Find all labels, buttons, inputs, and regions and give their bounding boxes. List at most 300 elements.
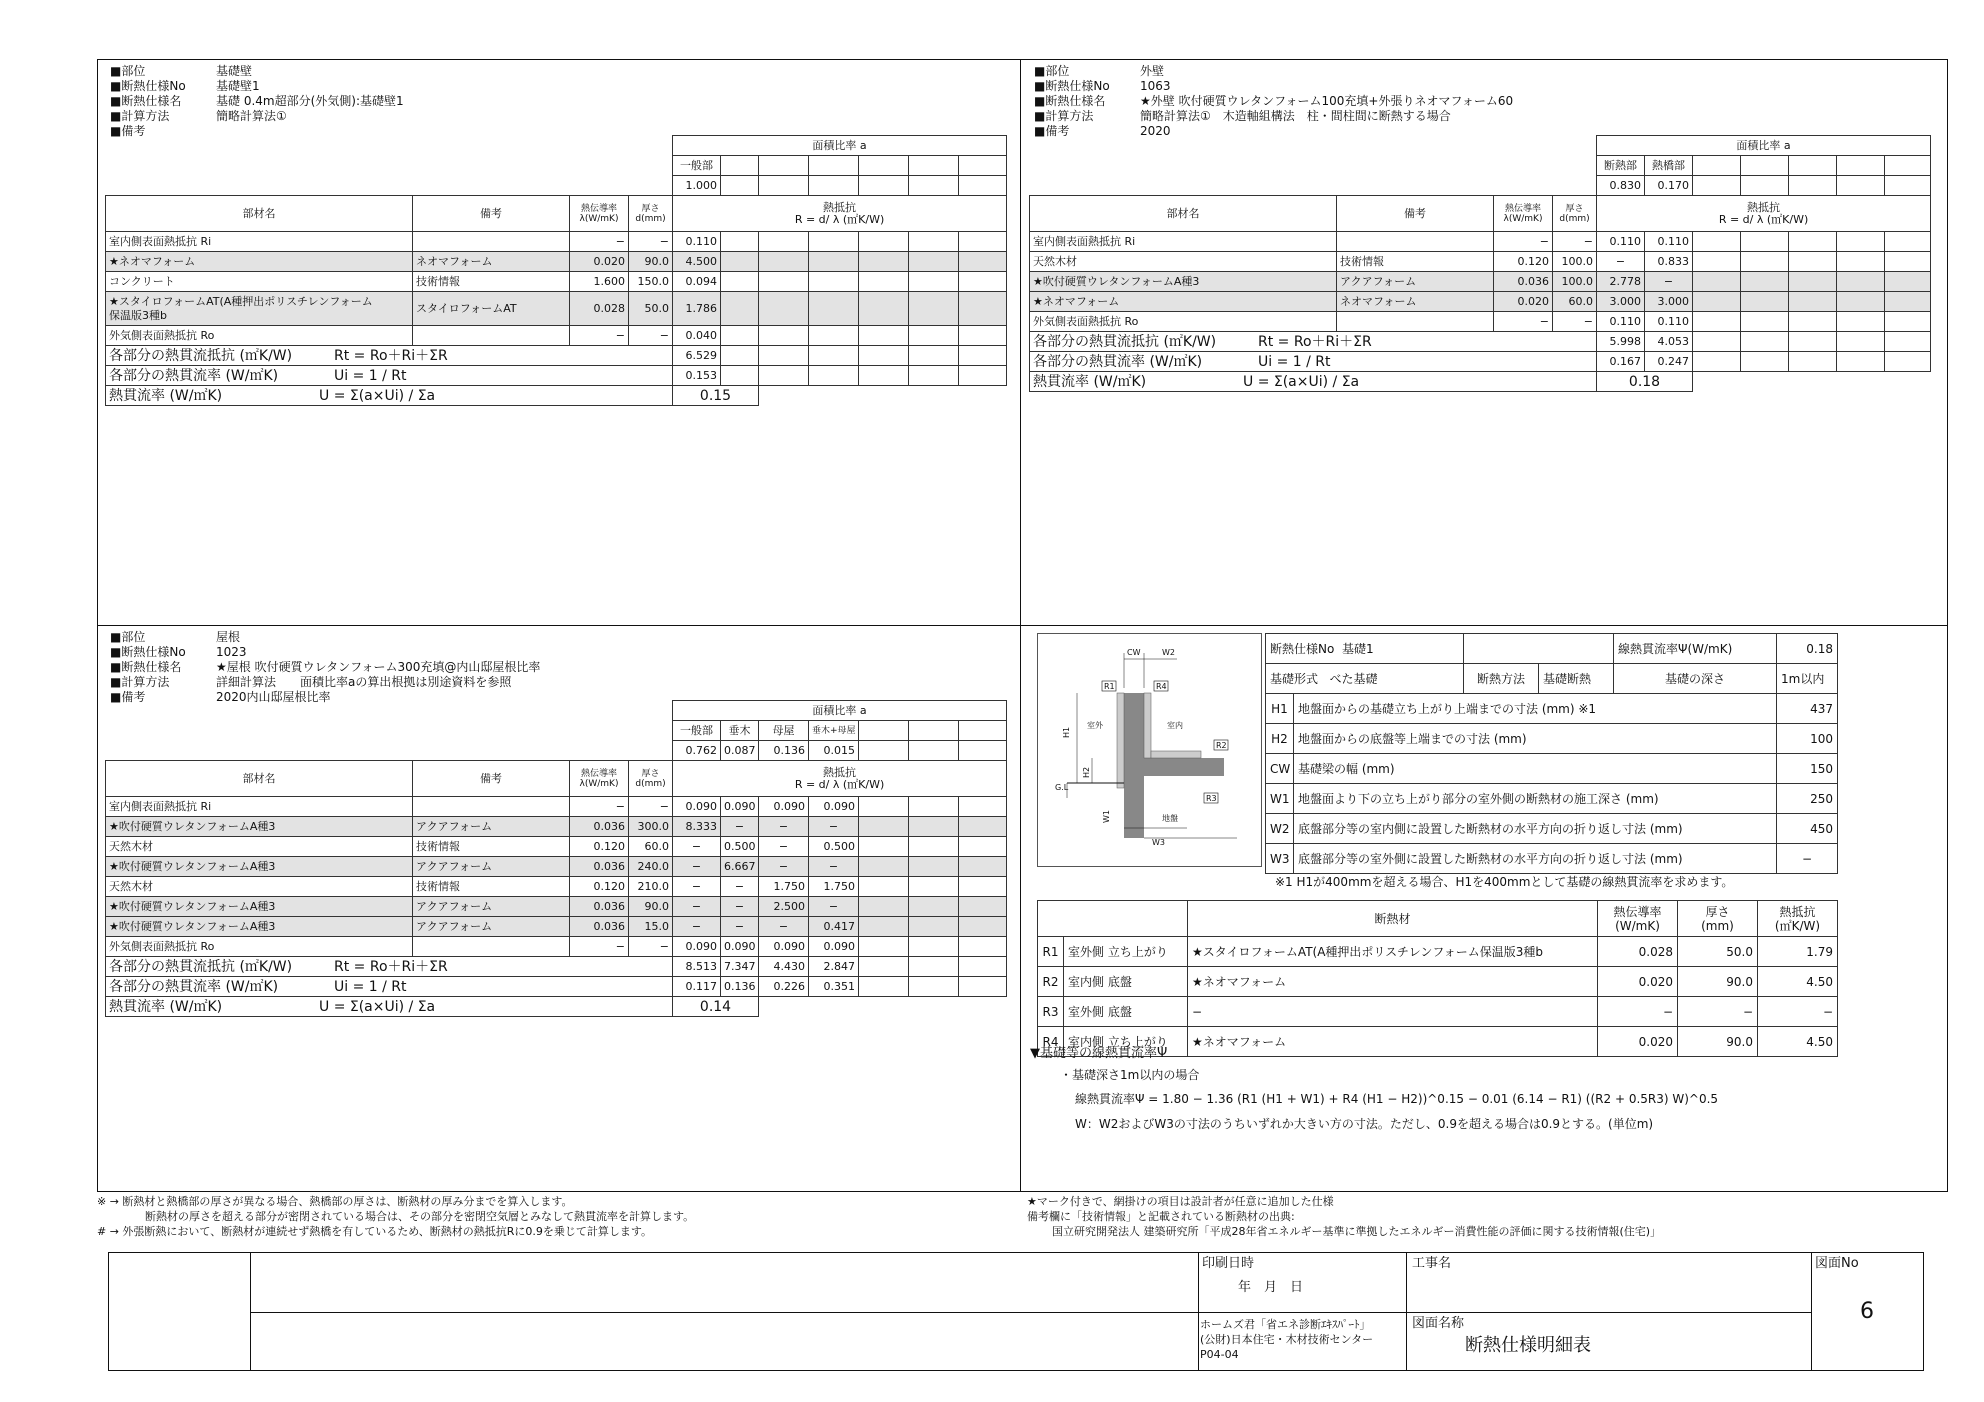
tr-row2-r0: 2.778	[1597, 272, 1645, 292]
bl-col-r2: R = d/ λ (㎡K/W)	[794, 777, 885, 791]
bl-rt-3: 2.847	[809, 957, 859, 977]
r4-insulation	[1144, 693, 1151, 758]
diagram-label-r4: R4	[1156, 682, 1167, 691]
diagram-label-w3: W3	[1152, 838, 1165, 847]
bl-row1-name: ★吹付硬質ウレタンフォームA種3	[106, 817, 413, 837]
bl-row3-note: アクアフォーム	[413, 857, 570, 877]
bl-row2-lambda: 0.120	[570, 837, 629, 857]
tr-ratio-value-0: 0.830	[1597, 176, 1645, 196]
tl-row4-note	[413, 326, 570, 346]
diagram-label-w2: W2	[1162, 648, 1175, 657]
tr-h0-v: 外壁	[1140, 64, 1165, 78]
horizontal-divider	[97, 625, 1948, 626]
dim1-key: H2	[1266, 724, 1294, 754]
bl-ratio-label-3: 垂木+母屋	[809, 721, 859, 741]
ins-col-d1: 厚さ	[1705, 904, 1730, 919]
bl-u-formula: U = Σ(a×Ui) / Σa	[319, 998, 436, 1015]
bl-row7-r1: 0.090	[721, 937, 759, 957]
dim1-label: 地盤面からの底盤等上端までの寸法 (mm)	[1294, 724, 1777, 754]
tr-row4-r1: 0.110	[1645, 312, 1693, 332]
tr-row4-note	[1337, 312, 1494, 332]
diagram-label-ground: 地盤	[1162, 814, 1178, 823]
ins2-lambda: −	[1598, 997, 1678, 1027]
bl-ratio-label-0: 一般部	[673, 721, 721, 741]
bl-row5-r2: 2.500	[759, 897, 809, 917]
ins1-name: ★ネオマフォーム	[1188, 967, 1598, 997]
tr-row2-d: 100.0	[1553, 272, 1597, 292]
tr-ratio-value-1: 0.170	[1645, 176, 1693, 196]
tr-row0-r1: 0.110	[1645, 232, 1693, 252]
bl-h1-v: 1023	[216, 645, 247, 659]
bl-row4-r3: 1.750	[809, 877, 859, 897]
bl-row1-r2: −	[759, 817, 809, 837]
diagram-label-outside: 室外	[1087, 721, 1103, 730]
tl-row1-d: 90.0	[629, 252, 673, 272]
bl-ratio-value-1: 0.087	[721, 741, 759, 761]
tr-row1-r0: −	[1597, 252, 1645, 272]
diagram-label-gl: G.L	[1055, 783, 1069, 792]
dim3-label: 地盤面より下の立ち上がり部分の室外側の断熱材の施工深さ (mm)	[1294, 784, 1777, 814]
bl-row0-r2: 0.090	[759, 797, 809, 817]
tr-col-d2: d(mm)	[1559, 213, 1590, 224]
dim3-value: 250	[1777, 784, 1838, 814]
tr-row3-lambda: 0.020	[1494, 292, 1553, 312]
tl-row3-lambda: 0.028	[570, 292, 629, 326]
tr-col-name: 部材名	[1030, 196, 1337, 232]
ins0-r: 1.79	[1758, 937, 1838, 967]
bl-row7-note	[413, 937, 570, 957]
bl-row0-r1: 0.090	[721, 797, 759, 817]
tr-rt-label: 各部分の熱貫流抵抗 (㎡K/W)	[1033, 333, 1217, 350]
tr-row2-name: ★吹付硬質ウレタンフォームA種3	[1030, 272, 1337, 292]
tr-row4-lambda: −	[1494, 312, 1553, 332]
dim4-label: 底盤部分等の室内側に設置した断熱材の水平方向の折り返し寸法 (mm)	[1294, 814, 1777, 844]
bl-row6-r2: −	[759, 917, 809, 937]
ins1-r: 4.50	[1758, 967, 1838, 997]
bl-u-label: 熱貫流率 (W/㎡K)	[109, 998, 223, 1015]
bl-rt-0: 8.513	[673, 957, 721, 977]
bl-row4-r1: −	[721, 877, 759, 897]
r1-insulation	[1117, 693, 1124, 788]
diagram-label-r3: R3	[1206, 794, 1217, 803]
bl-row2-note: 技術情報	[413, 837, 570, 857]
tl-ratio-value: 1.000	[673, 176, 721, 196]
psi-label: 線熱貫流率Ψ(W/mK)	[1614, 634, 1777, 664]
tl-row2-r: 0.094	[673, 272, 721, 292]
bl-h0-v: 屋根	[216, 630, 241, 644]
drawing-title: 断熱仕様明細表	[1465, 1335, 1591, 1356]
slab-shape	[1144, 758, 1224, 776]
diagram-label-cw: CW	[1127, 648, 1141, 657]
formula-w-note: W：W2およびW3の寸法のうちいずれか大きい方の寸法。ただし、0.9を超える場合は0.9とする。(単位m)	[1075, 1117, 1654, 1131]
ins3-lambda: 0.020	[1598, 1027, 1678, 1057]
bl-row6-note: アクアフォーム	[413, 917, 570, 937]
tl-row3-r: 1.786	[673, 292, 721, 326]
footnote-5: 備考欄に「技術情報」と記載されている断熱材の出典:	[1027, 1210, 1295, 1223]
tl-col-lambda2: λ(W/mK)	[579, 213, 619, 224]
formula-title: ▼基礎等の線熱貫流率Ψ	[1030, 1046, 1168, 1061]
bl-row6-lambda: 0.036	[570, 917, 629, 937]
tr-u-formula: U = Σ(a×Ui) / Σa	[1243, 373, 1360, 390]
tl-ui: 0.153	[673, 366, 721, 386]
dim5-label: 底盤部分等の室外側に設置した断熱材の水平方向の折り返し寸法 (mm)	[1294, 844, 1777, 874]
ins2-d: −	[1678, 997, 1758, 1027]
tr-ratio-label-0: 断熱部	[1597, 156, 1645, 176]
tr-u-label: 熱貫流率 (W/㎡K)	[1033, 373, 1147, 390]
bl-row4-r0: −	[673, 877, 721, 897]
bl-row5-r1: −	[721, 897, 759, 917]
tr-col-note: 備考	[1337, 196, 1494, 232]
tl-u-label: 熱貫流率 (W/㎡K)	[109, 387, 223, 404]
method-value: 基礎断熱	[1539, 664, 1614, 694]
tl-row2-name: コンクリート	[106, 272, 413, 292]
bl-row0-lambda: −	[570, 797, 629, 817]
formula-subtitle: ・基礎深さ1m以内の場合	[1060, 1068, 1200, 1082]
bl-row2-name: 天然木材	[106, 837, 413, 857]
bl-row7-r0: 0.090	[673, 937, 721, 957]
bl-row4-name: 天然木材	[106, 877, 413, 897]
tl-row1-note: ネオマフォーム	[413, 252, 570, 272]
tl-row3-d: 50.0	[629, 292, 673, 326]
bl-row2-d: 60.0	[629, 837, 673, 857]
tl-h2-v: 基礎 0.4m超部分(外気側):基礎壁1	[216, 94, 404, 108]
ins-col-d2: (mm)	[1701, 918, 1734, 933]
bl-ui-1: 0.136	[721, 977, 759, 997]
bl-row6-d: 15.0	[629, 917, 673, 937]
tr-row1-name: 天然木材	[1030, 252, 1337, 272]
bl-h3-v: 詳細計算法 面積比率aの算出根拠は別途資料を参照	[216, 675, 512, 689]
work-name-label: 工事名	[1412, 1256, 1452, 1271]
bl-ratio-table	[672, 700, 1007, 761]
tl-h1-k: ■断熱仕様No	[110, 79, 186, 93]
page-number: 6	[1860, 1299, 1874, 1324]
tr-h4-v: 2020	[1140, 124, 1171, 138]
tl-ratio-label: 一般部	[673, 156, 721, 176]
bl-row1-note: アクアフォーム	[413, 817, 570, 837]
bl-row3-r2: −	[759, 857, 809, 877]
tr-row0-r0: 0.110	[1597, 232, 1645, 252]
form-value: べた基礎	[1329, 672, 1378, 686]
bl-col-name: 部材名	[106, 761, 413, 797]
diagram-label-w1: W1	[1102, 810, 1111, 823]
bl-col-d2: d(mm)	[635, 778, 666, 789]
dim2-value: 150	[1777, 754, 1838, 784]
psi-value: 0.18	[1777, 634, 1838, 664]
bl-row5-note: アクアフォーム	[413, 897, 570, 917]
tr-h1-k: ■断熱仕様No	[1034, 79, 1110, 93]
software-code: P04-04	[1200, 1348, 1239, 1361]
tr-ratio-label-1: 熱橋部	[1645, 156, 1693, 176]
bl-h4-k: ■備考	[110, 690, 146, 704]
foundation-wall-shape	[1124, 693, 1144, 838]
bl-row2-r1: 0.500	[721, 837, 759, 857]
foundation-diagram	[1037, 633, 1262, 867]
tb-divider	[250, 1312, 1811, 1313]
dim1-value: 100	[1777, 724, 1838, 754]
tl-rt: 6.529	[673, 346, 721, 366]
bl-rt-1: 7.347	[721, 957, 759, 977]
ins0-lambda: 0.028	[1598, 937, 1678, 967]
tl-col-lambda1: 熱伝導率	[580, 203, 617, 214]
tl-h2-k: ■断熱仕様名	[110, 94, 182, 108]
method-label: 断熱方法	[1464, 664, 1539, 694]
bl-h1-k: ■断熱仕様No	[110, 645, 186, 659]
bl-ratio-value-0: 0.762	[673, 741, 721, 761]
bl-row1-lambda: 0.036	[570, 817, 629, 837]
tl-row3-name: ★スタイロフォームAT(A種押出ポリスチレンフォーム	[109, 294, 373, 308]
tr-h3-v: 簡略計算法① 木造軸組構法 柱・間柱間に断熱する場合	[1140, 109, 1451, 123]
tl-rt-formula: Rt = Ro＋Ri＋ΣR	[334, 347, 448, 364]
tr-row2-r1: −	[1645, 272, 1693, 292]
bl-ui-label: 各部分の熱貫流率 (W/㎡K)	[109, 978, 279, 995]
tr-row4-d: −	[1553, 312, 1597, 332]
ins1-key: R2	[1038, 967, 1064, 997]
tl-col-r2: R = d/ λ (㎡K/W)	[794, 212, 885, 226]
tl-row0-note	[413, 232, 570, 252]
tl-row0-name: 室内側表面熱抵抗 Ri	[106, 232, 413, 252]
bl-ui-formula: Ui = 1 / Rt	[334, 978, 407, 995]
tl-row3-note: スタイロフォームAT	[413, 292, 570, 326]
ins3-d: 90.0	[1678, 1027, 1758, 1057]
tr-ratio-table	[1596, 135, 1931, 196]
bl-rt-2: 4.430	[759, 957, 809, 977]
diagram-label-r1: R1	[1104, 682, 1115, 691]
ins1-lambda: 0.020	[1598, 967, 1678, 997]
tl-row3-name2: 保温版3種b	[109, 308, 167, 322]
tb-divider	[1811, 1252, 1812, 1371]
bl-u: 0.14	[673, 997, 759, 1017]
tr-row1-r1: 0.833	[1645, 252, 1693, 272]
tl-main-table	[105, 195, 1007, 406]
ins2-key: R3	[1038, 997, 1064, 1027]
form-label: 基礎形式	[1270, 672, 1319, 686]
bl-row4-lambda: 0.120	[570, 877, 629, 897]
tr-h0-k: ■部位	[1034, 64, 1070, 78]
bl-row0-name: 室内側表面熱抵抗 Ri	[106, 797, 413, 817]
dim0-label: 地盤面からの基礎立ち上がり上端までの寸法 (mm) ※1	[1294, 694, 1777, 724]
tr-row0-d: −	[1553, 232, 1597, 252]
ins0-key: R1	[1038, 937, 1064, 967]
bl-ui-2: 0.226	[759, 977, 809, 997]
dim3-key: W1	[1266, 784, 1294, 814]
footnote-6: 国立研究開発法人 建築研究所「平成28年省エネルギー基準に準拠したエネルギー消費性能の評価に関する技術情報(住宅)」	[1052, 1225, 1662, 1238]
bl-ratio-label-2: 母屋	[759, 721, 809, 741]
tr-col-d1: 厚さ	[1565, 203, 1584, 214]
foundation-spec-table	[1265, 633, 1838, 874]
bl-h3-k: ■計算方法	[110, 675, 170, 689]
diagram-label-h2: H2	[1082, 766, 1091, 778]
tl-row0-r: 0.110	[673, 232, 721, 252]
bl-col-lambda2: λ(W/mK)	[579, 778, 619, 789]
bl-row2-r3: 0.500	[809, 837, 859, 857]
bl-row3-name: ★吹付硬質ウレタンフォームA種3	[106, 857, 413, 877]
tr-row1-note: 技術情報	[1337, 252, 1494, 272]
ins-col-lambda1: 熱伝導率	[1613, 904, 1662, 919]
dim2-key: CW	[1266, 754, 1294, 784]
bl-ratio-value-2: 0.136	[759, 741, 809, 761]
tl-u-formula: U = Σ(a×Ui) / Σa	[319, 387, 436, 404]
bl-ratio-title: 面積比率 a	[673, 701, 1007, 721]
tr-row3-r1: 3.000	[1645, 292, 1693, 312]
tr-col-r1: 熱抵抗	[1747, 200, 1781, 214]
tl-row0-lambda: −	[570, 232, 629, 252]
ins0-name: ★スタイロフォームAT(A種押出ポリスチレンフォーム保温版3種b	[1188, 937, 1598, 967]
ins3-pos: 室内側 立ち上がり	[1064, 1027, 1188, 1057]
tl-row4-d: −	[629, 326, 673, 346]
bl-col-r1: 熱抵抗	[823, 765, 857, 779]
tl-row4-name: 外気側表面熱抵抗 Ro	[106, 326, 413, 346]
bl-row7-r3: 0.090	[809, 937, 859, 957]
bl-row5-r3: −	[809, 897, 859, 917]
bl-col-lambda1: 熱伝導率	[580, 768, 617, 779]
ins-col-r2: (㎡K/W)	[1774, 918, 1821, 933]
bl-row1-r1: −	[721, 817, 759, 837]
insulation-table	[1037, 900, 1838, 1057]
software-name: ホームズ君「省エネ診断ｴｷｽﾊﾟｰﾄ」	[1200, 1318, 1371, 1331]
tr-ui-0: 0.167	[1597, 352, 1645, 372]
dim0-value: 437	[1777, 694, 1838, 724]
bl-ratio-label-1: 垂木	[721, 721, 759, 741]
tr-row2-lambda: 0.036	[1494, 272, 1553, 292]
dim5-key: W3	[1266, 844, 1294, 874]
tr-row3-name: ★ネオマフォーム	[1030, 292, 1337, 312]
bl-row3-d: 240.0	[629, 857, 673, 877]
ins3-key: R4	[1038, 1027, 1064, 1057]
tl-h3-k: ■計算方法	[110, 109, 170, 123]
tl-h0-v: 基礎壁	[216, 64, 253, 78]
tl-h4-k: ■備考	[110, 124, 146, 138]
ins0-pos: 室外側 立ち上がり	[1064, 937, 1188, 967]
tl-ui-formula: Ui = 1 / Rt	[334, 367, 407, 384]
tl-row4-r: 0.040	[673, 326, 721, 346]
bl-row3-lambda: 0.036	[570, 857, 629, 877]
tr-row1-d: 100.0	[1553, 252, 1597, 272]
tr-row1-lambda: 0.120	[1494, 252, 1553, 272]
tr-row0-name: 室内側表面熱抵抗 Ri	[1030, 232, 1337, 252]
tr-ui-label: 各部分の熱貫流率 (W/㎡K)	[1033, 353, 1203, 370]
tl-h3-v: 簡略計算法①	[216, 109, 287, 123]
bl-row4-note: 技術情報	[413, 877, 570, 897]
bl-row7-r2: 0.090	[759, 937, 809, 957]
tl-row2-note: 技術情報	[413, 272, 570, 292]
ins-col-r1: 熱抵抗	[1779, 904, 1816, 919]
bl-row0-r0: 0.090	[673, 797, 721, 817]
diagram-label-inside: 室内	[1167, 721, 1183, 730]
tl-rt-label: 各部分の熱貫流抵抗 (㎡K/W)	[109, 347, 293, 364]
print-date-label: 印刷日時	[1202, 1256, 1255, 1271]
tl-u: 0.15	[673, 386, 759, 406]
tr-row3-note: ネオマフォーム	[1337, 292, 1494, 312]
bl-header	[110, 630, 541, 705]
bl-row3-r3: −	[809, 857, 859, 877]
bl-row1-r0: 8.333	[673, 817, 721, 837]
tl-header	[110, 64, 404, 139]
depth-label: 基礎の深さ	[1614, 664, 1777, 694]
bl-rt-formula: Rt = Ro＋Ri＋ΣR	[334, 958, 448, 975]
bl-row5-name: ★吹付硬質ウレタンフォームA種3	[106, 897, 413, 917]
ins0-d: 50.0	[1678, 937, 1758, 967]
bl-row6-r3: 0.417	[809, 917, 859, 937]
note-h1: ※1 H1が400mmを超える場合、H1を400mmとして基礎の線熱貫流率を求めます。	[1275, 875, 1734, 889]
tl-row1-r: 4.500	[673, 252, 721, 272]
bl-col-d1: 厚さ	[641, 768, 660, 779]
tl-ratio-title: 面積比率 a	[673, 136, 1007, 156]
bl-col-note: 備考	[413, 761, 570, 797]
bl-row2-r0: −	[673, 837, 721, 857]
tr-row0-note	[1337, 232, 1494, 252]
bl-row6-r1: −	[721, 917, 759, 937]
tr-h4-k: ■備考	[1034, 124, 1070, 138]
tr-main-table	[1029, 195, 1931, 392]
ins1-d: 90.0	[1678, 967, 1758, 997]
bl-row3-r0: −	[673, 857, 721, 877]
bl-row1-d: 300.0	[629, 817, 673, 837]
tr-ui-1: 0.247	[1645, 352, 1693, 372]
bl-h0-k: ■部位	[110, 630, 146, 644]
bl-row1-r3: −	[809, 817, 859, 837]
formula-equation: 線熱貫流率Ψ = 1.80 − 1.36 (R1 (H1 + W1) + R4 (H1 − H2))^0.15 − 0.01 (6.14 − R1) ((R2 + 0.5R3) W)^0.5	[1075, 1092, 1719, 1106]
ins2-name: −	[1188, 997, 1598, 1027]
bl-row5-d: 90.0	[629, 897, 673, 917]
tl-h1-v: 基礎壁1	[216, 79, 260, 93]
bl-ratio-value-3: 0.015	[809, 741, 859, 761]
bl-ui-3: 0.351	[809, 977, 859, 997]
tr-row2-note: アクアフォーム	[1337, 272, 1494, 292]
tr-h3-k: ■計算方法	[1034, 109, 1094, 123]
tr-ratio-title: 面積比率 a	[1597, 136, 1931, 156]
bl-row7-name: 外気側表面熱抵抗 Ro	[106, 937, 413, 957]
tr-header	[1034, 64, 1514, 139]
tl-row0-d: −	[629, 232, 673, 252]
tr-rt-0: 5.998	[1597, 332, 1645, 352]
bl-row6-name: ★吹付硬質ウレタンフォームA種3	[106, 917, 413, 937]
tl-ui-label: 各部分の熱貫流率 (W/㎡K)	[109, 367, 279, 384]
tl-row1-name: ★ネオマフォーム	[106, 252, 413, 272]
bl-row5-r0: −	[673, 897, 721, 917]
tr-u: 0.18	[1597, 372, 1693, 392]
bl-h2-v: ★屋根 吹付硬質ウレタンフォーム300充填@内山邸屋根比率	[216, 660, 541, 674]
tr-row4-name: 外気側表面熱抵抗 Ro	[1030, 312, 1337, 332]
tl-row1-lambda: 0.020	[570, 252, 629, 272]
tr-h1-v: 1063	[1140, 79, 1171, 93]
footnote-4: ★マーク付きで、網掛けの項目は設計者が任意に追加した仕様	[1027, 1195, 1334, 1208]
dim2-label: 基礎梁の幅 (mm)	[1294, 754, 1777, 784]
footnote-1: ※ → 断熱材と熱橋部の厚さが異なる場合、熱橋部の厚さは、断熱材の厚み分までを算入します。	[97, 1195, 573, 1208]
bl-h4-v: 2020内山邸屋根比率	[216, 690, 331, 704]
dim5-value: −	[1777, 844, 1838, 874]
bl-row0-d: −	[629, 797, 673, 817]
tl-row2-d: 150.0	[629, 272, 673, 292]
spec-no: 基礎1	[1341, 642, 1374, 656]
tl-col-d1: 厚さ	[641, 203, 660, 214]
drawing-name-label: 図面名称	[1412, 1316, 1465, 1331]
bl-h2-k: ■断熱仕様名	[110, 660, 182, 674]
depth-value: 1m以内	[1777, 664, 1838, 694]
dim4-value: 450	[1777, 814, 1838, 844]
tl-col-r1: 熱抵抗	[823, 200, 857, 214]
tr-col-r2: R = d/ λ (㎡K/W)	[1718, 212, 1809, 226]
tr-rt-formula: Rt = Ro＋Ri＋ΣR	[1258, 333, 1372, 350]
spec-no-label: 断熱仕様No	[1270, 642, 1335, 656]
bl-row7-d: −	[629, 937, 673, 957]
bl-row0-note	[413, 797, 570, 817]
dim0-key: H1	[1266, 694, 1294, 724]
tr-row4-r0: 0.110	[1597, 312, 1645, 332]
tr-row0-lambda: −	[1494, 232, 1553, 252]
ins-col-name: 断熱材	[1188, 901, 1598, 937]
footnote-2: 断熱材の厚さを超える部分が密閉されている場合は、その部分を密閉空気層とみなして熱貫流率を計算します。	[145, 1210, 695, 1223]
tr-rt-1: 4.053	[1645, 332, 1693, 352]
